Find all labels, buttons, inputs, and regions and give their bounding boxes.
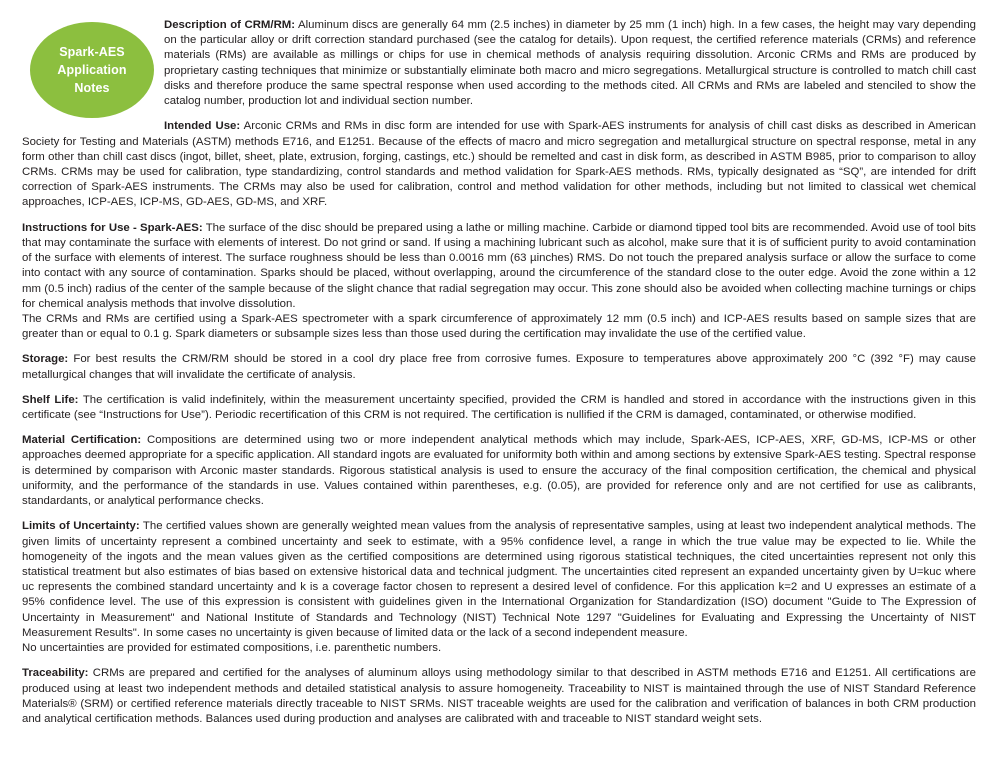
section-traceability: [22, 666, 976, 727]
badge-line-2: Application: [57, 62, 127, 77]
section-text: The CRMs and RMs are certified using a Spark-AES spectrometer with a spark circumference of approximately 12 mm (0.5 inch) and ICP-AES results based on sample sizes that are greater than or equal to 0.1 g. Spark diameters or subsample sizes less than those used during the certification may invalidate the use of the certified value.: [22, 312, 976, 341]
section-heading: Material Certification:: [22, 434, 142, 447]
section-text: Arconic CRMs and RMs in disc form are intended for use with Spark-AES instruments for analysis of chill cast disks as described in American Society for Testing and Materials (ASTM) methods E716, and E1251. Because of the effects of macro and micro segregation and metallurgical structure on spectral response, metal in any form other than chill cast discs (ingot, billet, sheet, plate, extrusion, forging, castings, etc.) should be remelted and cast in disk form, as described in ASTM B985, prior to comparison to alloy CRMs. CRMs may be used for calibration, type standardizing, control standards and method validation for Spark-AES methods. RMs, typically designated as “SQ”, are intended for drift correction of Spark-AES instruments. The CRMs may also be used for calibration, control and method validation for other methods, including but not limited to classical wet chemical approaches, ICP-AES, ICP-MS, GD-AES, GD-MS, and XRF.: [22, 120, 976, 209]
section-intended-use: [22, 119, 976, 210]
section-heading: Traceability:: [22, 667, 89, 680]
document-body: [22, 18, 976, 727]
section-text: For best results the CRM/RM should be stored in a cool dry place free from corrosive fumes. Exposure to temperatures above approximately 200 °C (392 °F) may cause metallurgical changes that will invalidate the certificate of analysis.: [22, 353, 976, 381]
section-text: Aluminum discs are generally 64 mm (2.5 inches) in diameter by 25 mm (1 inch) high. In a few cases, the height may vary depending on the particular alloy or drift correction standard purchased (see the catalog for details). Upon request, the certified reference materials (CRMs) and reference materials (RMs) are available as millings or chips for use in chemical methods of analysis requiring dissolution. Arconic CRMs and RMs are produced by proprietary casting techniques that minimize or substantially eliminate both macro and micro segregations. Metallurgical structure is controlled to match chill cast disks and therefore produce the same spectral response when used according to the methods cited. All CRMs and RMs are labeled and stenciled to show the catalog number, production lot and individual section number.: [164, 19, 976, 108]
section-instructions: [22, 221, 976, 312]
section-text: No uncertainties are provided for estimated compositions, i.e. parenthetic numbers.: [22, 642, 442, 655]
section-storage: [22, 352, 976, 382]
section-heading: Instructions for Use - Spark-AES:: [22, 221, 203, 234]
section-heading: Description of CRM/RM:: [164, 19, 296, 31]
section-description: [164, 18, 976, 109]
section-shelf-life: [22, 393, 976, 423]
section-text: CRMs are prepared and certified for the analyses of aluminum alloys using methodology similar to that described in ASTM methods E716 and E1251. All certifications are produced using at least two independent methods and detailed statistical analysis to assure homogeneity. Traceability to NIST is maintained through the use of NIST Standard Reference Materials® (SRM) or certified reference materials directly traceable to NIST SRMs. NIST traceable weights are used for the calibration and verification of balances in both CRM production and analytical certification methods. Balances used during production and analyses are calibrated with and traceable to NIST standard weight sets.: [22, 667, 976, 725]
section-certification-spark: [22, 312, 976, 342]
section-material-certification: [22, 433, 976, 509]
badge-line-3: Notes: [74, 81, 110, 96]
section-heading: Intended Use:: [164, 120, 241, 133]
section-text: The certification is valid indefinitely, within the measurement uncertainty specified, provided the CRM is handled and stored in accordance with the instructions given in this certificate (see “Instructions for Use”). Periodic recertification of this CRM is not required. The certification is nullified if the CRM is damaged, contaminated, or otherwise modified.: [22, 393, 976, 422]
section-no-uncertainties: [22, 641, 976, 656]
section-heading: Limits of Uncertainty:: [22, 520, 140, 533]
section-text: Compositions are determined using two or more independent analytical methods which may include, Spark-AES, ICP-AES, XRF, GD-MS, ICP-MS or other approaches deemed appropriate for a specific application. All standard ingots are evaluated for uniformity both within and among sections by extensive Spark-AES testing. Spectral response is determined by comparison with Arconic master standards. Rigorous statistical analysis is used to ensure the accuracy of the final composition certification, the chemical and physical uniformity, and the performance of the standards in use. Values contained within parentheses, e.g. (0.05), are provided for reference only and are not certified for use as calibrants, standardants, or analytical performance checks.: [22, 434, 976, 508]
section-text: The certified values shown are generally weighted mean values from the analysis of representative samples, using at least two independent analytical methods. The given limits of uncertainty represent a combined uncertainty and seek to estimate, with a 95% confidence level, a range in which the true value may be expected to lie. While the homogeneity of the ingots and the mean values given as the certified compositions are determined using rigorous statistical techniques, the cited uncertainties represent not only this statistical treatment but also estimates of bias based on extensive historical data and technical judgment. The uncertainties cited represent an expanded uncertainty given by U=kuᴄ where uᴄ represents the combined standard uncertainty and k is a coverage factor chosen to represent a desired level of confidence. For this application k=2 and U expresses an estimate of a 95% confidence level. The use of this expression is consistent with guidelines given in the International Organization for Standardization (ISO) document "Guide to The Expression of Uncertainty in Measurement" and National Institute of Standards and Technology (NIST) Technical Note 1297 "Guidelines for Evaluating and Expressing the Uncertainty of NIST Measurement Results". In some cases no uncertainty is given because of limited data or the lack of a second independent measure.: [22, 520, 976, 639]
section-heading: Storage:: [22, 353, 69, 366]
section-limits-of-uncertainty: [22, 519, 976, 641]
section-heading: Shelf Life:: [22, 393, 79, 406]
badge-line-1: Spark-AES: [59, 44, 125, 59]
section-text: The surface of the disc should be prepared using a lathe or milling machine. Carbide or diamond tipped tool bits are recommended. Avoid use of tool bits that may contaminate the surface with elements of interest. Do not grind or sand. If using a machining lubricant such as alcohol, make sure that it is of sufficient purity to avoid contamination of the surface with elements of interest. The surface roughness should be less than 0.0016 mm (63 µinches) RMS. Do not touch the prepared analysis surface or allow the surface to come into contact with any source of contamination. Sparks should be placed, without overlapping, around the circumference of the standard close to the outer edge. Avoid the zone within a 12 mm (0.5 inch) radius of the center of the sample because of the slight chance that radial segregation may occur. This zone should also be avoided when collecting machine turnings or chips for chemical analysis methods that involve dissolution.: [22, 221, 976, 310]
